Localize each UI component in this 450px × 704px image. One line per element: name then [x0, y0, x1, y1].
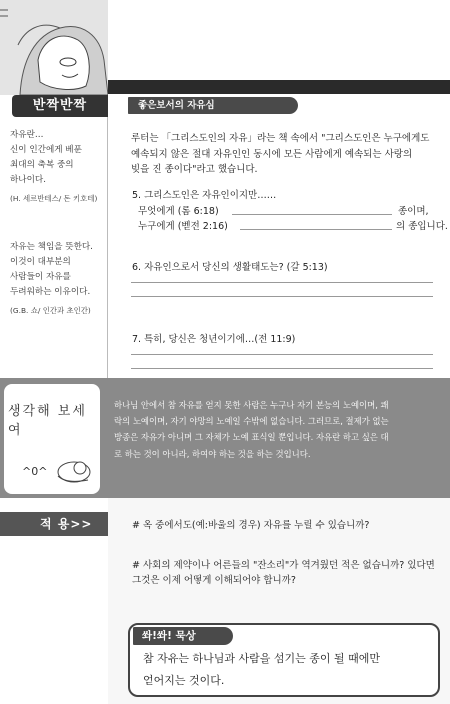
cartoon-illustration: [0, 0, 108, 95]
sidebar-quote-1: [10, 128, 106, 188]
meditation-body: [143, 648, 433, 692]
meditation-line: 얻어지는 것이다.: [143, 674, 225, 687]
meditation-line: 참 자유는 하나님과 사람을 섬기는 종이 될 때에만: [143, 652, 380, 665]
apply-question-line: # 사회의 제약이나 어른들의 "잔소리"가 역겨웠던 적은 없습니까? 있다면: [132, 560, 435, 571]
sidebar-tab: 반짝반짝: [12, 95, 108, 117]
section-title: 좋은보서의 자유심: [128, 97, 298, 114]
sidebar-citation-1: (H. 세르반테스/ 돈 키호테): [10, 194, 98, 203]
sidebar-quote-2: [10, 240, 106, 300]
think-label: 생각해 보세여: [8, 404, 87, 438]
question-5: 5. 그리스도인은 자유인이지만……: [132, 190, 277, 201]
think-emoticon: ^0^: [22, 465, 48, 478]
sidebar-quote-line: 자유란…: [10, 130, 44, 140]
apply-question-line: 그것은 이제 어떻게 이해되어야 합니까?: [132, 575, 296, 586]
sidebar-quote-line: 자유는 책임을 뜻한다.: [10, 242, 93, 252]
sidebar-quote-line: 하나이다.: [10, 175, 46, 185]
question-7: 7. 특히, 당신은 청년이기에…(전 11:9): [132, 334, 296, 345]
answer-line[interactable]: [240, 229, 392, 230]
meditation-title: 쏴!쏴! 묵상: [133, 627, 233, 645]
header-rule: [108, 80, 450, 94]
intro-line: 루터는 「그리스도인의 자유」라는 책 속에서 "그리스도인은 누구에게도: [131, 133, 430, 144]
think-paragraph: [114, 397, 450, 477]
think-line: 방종은 자유가 아니며 그 자체가 노예 표식일 뿐입니다. 자유란 하고 싶은 대: [114, 432, 389, 443]
sidebar-citation-2: (G.B. 쇼/ 인간과 초인간): [10, 306, 91, 315]
intro-paragraph: [131, 131, 446, 178]
think-line: 하나님 안에서 참 자유를 얻지 못한 사람은 누구나 자기 본능의 노예이며, 쾌: [114, 400, 389, 410]
answer-line[interactable]: [131, 282, 433, 283]
think-line: 로 하는 것이 아니라, 하여야 하는 것을 하는 것입니다.: [114, 448, 311, 459]
answer-line[interactable]: [131, 368, 433, 369]
question-5-line-1-prefix: 무엇에게 (롬 6:18): [138, 206, 219, 217]
answer-line[interactable]: [131, 296, 433, 297]
sidebar-quote-line: 최대의 축복 중의: [10, 160, 74, 170]
think-line: 락의 노예이며, 자기 야망의 노예일 수밖에 없습니다. 그러므로, 절제가 없는: [114, 416, 389, 427]
question-6: 6. 자유인으로서 당신의 생활태도는? (갈 5:13): [132, 262, 328, 273]
sidebar-quote-line: 신이 인간에게 베푼: [10, 145, 82, 155]
question-5-line-2-suffix: 의 종입니다.: [396, 221, 448, 232]
intro-line: 예속되지 않은 절대 자유인인 동시에 모든 사람에게 예속되는 사랑의: [131, 148, 413, 160]
intro-line: 빚을 진 종이다"라고 했습니다.: [131, 164, 258, 175]
question-5-line-1-suffix: 종이며,: [398, 206, 429, 217]
question-5-line-2-prefix: 누구에게 (벧전 2:16): [138, 221, 228, 232]
sidebar-quote-line: 이것이 대부분의: [10, 257, 71, 267]
top-blank-area: [108, 0, 450, 80]
sidebar-quote-line: 두려워하는 이유이다.: [10, 287, 91, 297]
apply-question-1: # 옥 중에서도(예:바울의 경우) 자유를 누릴 수 있습니까?: [132, 520, 370, 531]
sidebar-quote-line: 사람들이 자유를: [10, 272, 71, 282]
apply-label: 적 용>>: [40, 517, 93, 531]
answer-line[interactable]: [131, 354, 433, 355]
answer-line[interactable]: [232, 214, 392, 215]
apply-question-2: [132, 558, 448, 588]
